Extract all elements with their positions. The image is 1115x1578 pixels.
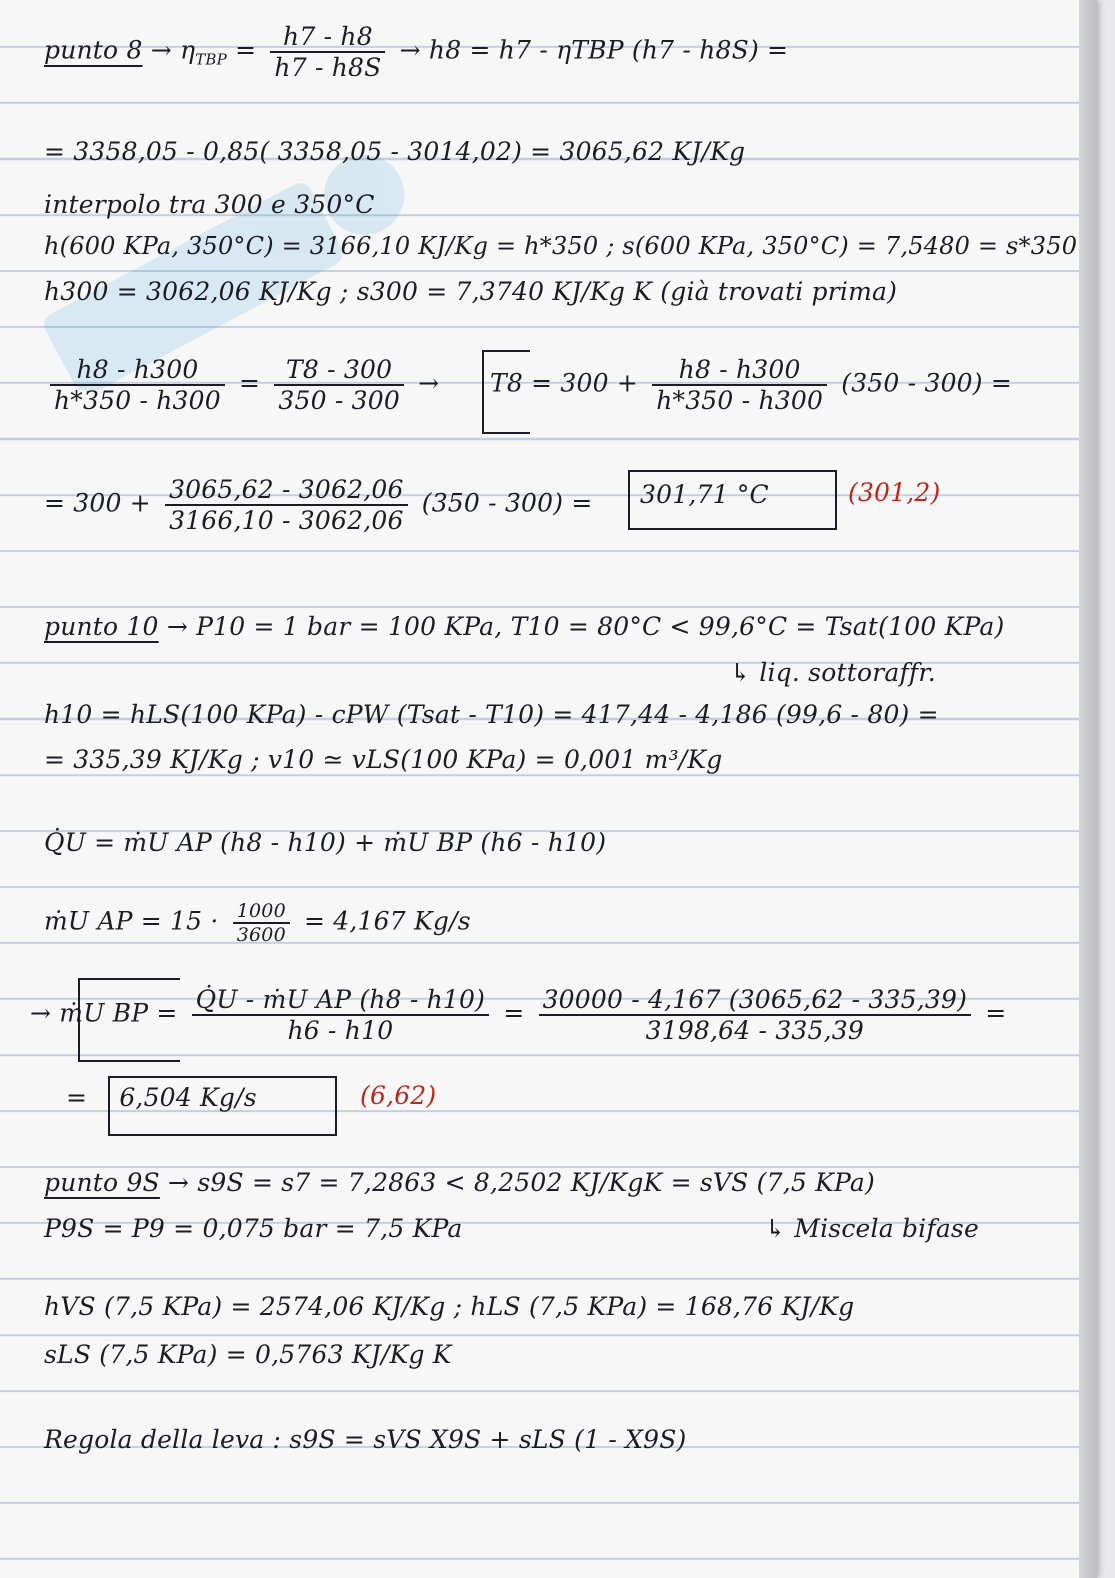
mdot-bp-fraction xyxy=(192,985,489,1045)
eta-numerator: h7 - h8 xyxy=(270,22,385,53)
interp-right-den: 350 - 300 xyxy=(278,386,400,415)
mdot-bp-lhs: → ṁU BP = xyxy=(30,998,178,1028)
qu-equation: Q̇U = ṁU AP (h8 - h10) + ṁU BP (h6 - h10) xyxy=(44,828,607,857)
hvs-hls-line: hVS (7,5 KPa) = 2574,06 KJ/Kg ; hLS (7,5 KPa) = 168,76 KJ/Kg xyxy=(44,1292,855,1321)
mdot-ap-line xyxy=(44,900,471,946)
h8-computation: = 3358,05 - 0,85( 3358,05 - 3014,02) = 3065,62 KJ/Kg xyxy=(44,137,746,166)
punto-10-header xyxy=(44,612,1004,641)
mdot-ap-fraction xyxy=(233,900,290,946)
eta-symbol: → η xyxy=(150,35,196,65)
eta-fraction xyxy=(270,22,385,82)
interp-left-fraction xyxy=(50,355,225,415)
mdot-bp-result-line xyxy=(66,1083,257,1112)
p9s-pressure: P9S = P9 = 0,075 bar = 7,5 KPa xyxy=(44,1214,463,1243)
mdot-bp-tail: = xyxy=(985,998,1007,1028)
lever-rule-line: Regola della leva : s9S = sVS X9S + sLS (1 - X9S) xyxy=(44,1425,687,1454)
interp-arrow: → xyxy=(418,368,440,398)
interpolation-equation xyxy=(44,355,439,415)
mdot-bp-fraction-values xyxy=(539,985,972,1045)
sls-line: sLS (7,5 KPa) = 0,5763 KJ/Kg K xyxy=(44,1340,452,1369)
mdot-bp-den-values: 3198,64 - 335,39 xyxy=(645,1016,865,1045)
h-300-line: h300 = 3062,06 KJ/Kg ; s300 = 7,3740 KJ/Kg K (già trovati prima) xyxy=(44,277,898,306)
t8-lhs: T8 = 300 + xyxy=(490,368,639,398)
t8-calculation xyxy=(44,475,593,535)
mdot-bp-result-eq: = xyxy=(66,1083,88,1112)
t8-fraction xyxy=(652,355,827,415)
two-phase-note: ↳ Miscela bifase xyxy=(765,1214,979,1243)
subcooled-note: ↳ liq. sottoraffr. xyxy=(730,658,936,687)
interp-equals: = xyxy=(239,368,261,398)
punto-8-header xyxy=(44,22,788,82)
t8-den: h*350 - h300 xyxy=(656,386,824,415)
t8-formula xyxy=(490,355,1012,415)
interp-left-den: h*350 - h300 xyxy=(54,386,221,415)
h10-result: = 335,39 KJ/Kg ; v10 ≃ vLS(100 KPa) = 0,001 m³/Kg xyxy=(44,745,723,774)
t8-result-red: (301,2) xyxy=(848,478,941,507)
calc-lhs: = 300 + xyxy=(44,488,151,518)
h8-formula: → h8 = h7 - ηTBP (h7 - h8S) = xyxy=(399,35,789,65)
watermark-logo xyxy=(10,150,470,390)
h-350-line: h(600 KPa, 350°C) = 3166,10 KJ/Kg = h*350 ; s(600 KPa, 350°C) = 7,5480 = s*350 xyxy=(44,232,1078,260)
calc-rhs: (350 - 300) = xyxy=(421,488,593,518)
mdot-bp-result-red: (6,62) xyxy=(360,1081,437,1110)
eta-denominator: h7 - h8S xyxy=(274,53,382,82)
mdot-ap-lhs: ṁU AP = 15 · xyxy=(44,906,219,936)
interp-right-num: T8 - 300 xyxy=(274,355,404,386)
punto-10-title: punto 10 xyxy=(44,612,159,641)
eta-equals: = xyxy=(226,35,257,65)
mdot-ap-den: 3600 xyxy=(236,924,286,946)
t8-result: 301,71 °C xyxy=(640,480,769,509)
t8-num: h8 - h300 xyxy=(652,355,827,386)
punto-10-line: → P10 = 1 bar = 100 KPa, T10 = 80°C < 99,6°C = Tsat(100 KPa) xyxy=(166,612,1005,641)
mdot-bp-line xyxy=(30,985,1006,1045)
interp-left-num: h8 - h300 xyxy=(50,355,225,386)
mdot-bp-result: 6,504 Kg/s xyxy=(119,1083,257,1112)
calc-fraction xyxy=(165,475,408,535)
calc-num: 3065,62 - 3062,06 xyxy=(165,475,408,506)
mdot-bp-den: h6 - h10 xyxy=(287,1016,394,1045)
mdot-bp-eq: = xyxy=(503,998,525,1028)
mdot-ap-rhs: = 4,167 Kg/s xyxy=(304,906,471,936)
h10-formula: h10 = hLS(100 KPa) - cPW (Tsat - T10) = 417,44 - 4,186 (99,6 - 80) = xyxy=(44,700,939,729)
punto-9s-line: → s9S = s7 = 7,2863 < 8,2502 KJ/KgK = sVS (7,5 KPa) xyxy=(168,1168,875,1197)
t8-rhs: (350 - 300) = xyxy=(841,368,1013,398)
punto-9s-title: punto 9S xyxy=(44,1168,160,1197)
calc-den: 3166,10 - 3062,06 xyxy=(169,506,404,535)
punto-8-title: punto 8 xyxy=(44,35,143,65)
interpolation-note: interpolo tra 300 e 350°C xyxy=(44,190,375,219)
eta-subscript: TBP xyxy=(195,50,227,69)
page-edge xyxy=(1079,0,1097,1578)
mdot-bp-num: Q̇U - ṁU AP (h8 - h10) xyxy=(192,985,489,1016)
punto-9s-header xyxy=(44,1168,875,1197)
mdot-bp-num-values: 30000 - 4,167 (3065,62 - 335,39) xyxy=(539,985,972,1016)
interp-right-fraction xyxy=(274,355,404,415)
mdot-ap-num: 1000 xyxy=(233,900,290,924)
